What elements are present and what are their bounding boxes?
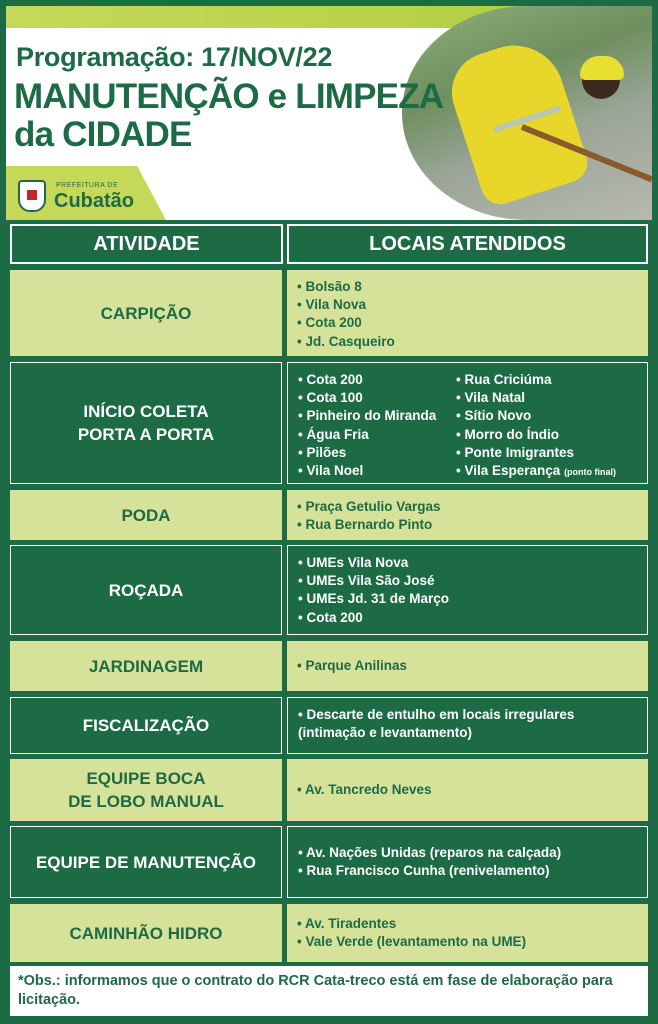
list-item: • Vila Natal — [456, 389, 616, 407]
table-row — [10, 759, 648, 821]
table-row — [10, 641, 648, 691]
page-subtitle: da CIDADE — [14, 115, 192, 154]
schedule-date: Programação: 17/NOV/22 — [16, 42, 333, 72]
activity-cell: EQUIPE DE MANUTENÇÃO — [10, 826, 282, 898]
list-item: • Vale Verde (levantamento na UME) — [297, 933, 638, 951]
locations-cell — [287, 826, 648, 898]
list-item: • Água Fria — [298, 426, 456, 444]
list-item: • Cota 200 — [298, 371, 456, 389]
list-item: • Ponte Imigrantes — [456, 444, 616, 462]
list-item-continuation: (intimação e levantamento) — [298, 725, 473, 741]
activity-cell: JARDINAGEM — [10, 641, 282, 691]
list-item: • Cota 100 — [298, 389, 456, 407]
locations-cell — [287, 270, 648, 356]
table-row — [10, 545, 648, 635]
locations-cell — [287, 697, 648, 754]
list-item: • Cota 200 — [298, 609, 637, 627]
activity-line: DE LOBO MANUAL — [68, 792, 224, 811]
list-item: • Av. Nações Unidas (reparos na calçada) — [298, 844, 637, 862]
list-item: • Pinheiro do Miranda — [298, 407, 456, 425]
column-header-locations: LOCAIS ATENDIDOS — [287, 224, 648, 264]
table-row — [10, 826, 648, 898]
list-item: • Rua Criciúma — [456, 371, 616, 389]
table-row — [10, 490, 648, 540]
worker-cap — [580, 56, 624, 80]
list-item: • Vila Nova — [297, 296, 638, 314]
city-crest-icon — [18, 180, 46, 212]
list-item: • Pilões — [298, 444, 456, 462]
footnote: *Obs.: informamos que o contrato do RCR Cata-treco está em fase de elaboração para licitação. — [10, 966, 648, 1016]
header — [6, 6, 652, 220]
activity-cell: CAMINHÃO HIDRO — [10, 904, 282, 962]
list-item: • Rua Francisco Cunha (renivelamento) — [298, 862, 637, 880]
activity-cell — [10, 362, 282, 484]
table-row — [10, 904, 648, 962]
location-text: Vila Esperança — [464, 463, 561, 479]
list-item — [456, 462, 616, 481]
list-item: • Bolsão 8 — [297, 278, 638, 296]
activity-line: PORTA A PORTA — [77, 425, 215, 444]
logo-prefix: PREFEITURA DE — [56, 182, 119, 189]
logo-name: Cubatão — [54, 190, 134, 212]
activity-cell: CARPIÇÃO — [10, 270, 282, 356]
list-item: • Cota 200 — [297, 314, 638, 332]
table-row — [10, 270, 648, 356]
list-item: • UMEs Vila São José — [298, 572, 637, 590]
list-item: • UMEs Vila Nova — [298, 554, 637, 572]
locations-cell — [287, 904, 648, 962]
list-item: • Descarte de entulho em locais irregulares — [298, 706, 637, 724]
list-item: • Sítio Novo — [456, 407, 616, 425]
locations-cell — [287, 641, 648, 691]
locations-cell — [287, 545, 648, 635]
activity-cell — [10, 759, 282, 821]
list-item: • Vila Noel — [298, 462, 456, 480]
activity-cell: ROÇADA — [10, 545, 282, 635]
table-row — [10, 697, 648, 754]
list-item: • Morro do Índio — [456, 426, 616, 444]
list-item: • Jd. Casqueiro — [297, 333, 638, 351]
list-item: • Av. Tiradentes — [297, 915, 638, 933]
locations-cell — [287, 759, 648, 821]
activity-line: INÍCIO COLETA — [83, 402, 209, 421]
list-item: • UMEs Jd. 31 de Março — [298, 590, 637, 608]
table-row — [10, 362, 648, 484]
location-note: (ponto final) — [564, 467, 617, 478]
list-item: • Rua Bernardo Pinto — [297, 516, 638, 534]
locations-cell — [287, 490, 648, 540]
list-item: • Av. Tancredo Neves — [297, 781, 638, 799]
column-header-activity: ATIVIDADE — [10, 224, 283, 264]
page-title: MANUTENÇÃO e LIMPEZA — [14, 77, 444, 116]
list-item: • Parque Anilinas — [297, 657, 638, 675]
list-item: • Praça Getulio Vargas — [297, 498, 638, 516]
activity-cell: FISCALIZAÇÃO — [10, 697, 282, 754]
activity-line: EQUIPE BOCA — [86, 769, 206, 788]
locations-cell — [287, 362, 648, 484]
activity-cell: PODA — [10, 490, 282, 540]
